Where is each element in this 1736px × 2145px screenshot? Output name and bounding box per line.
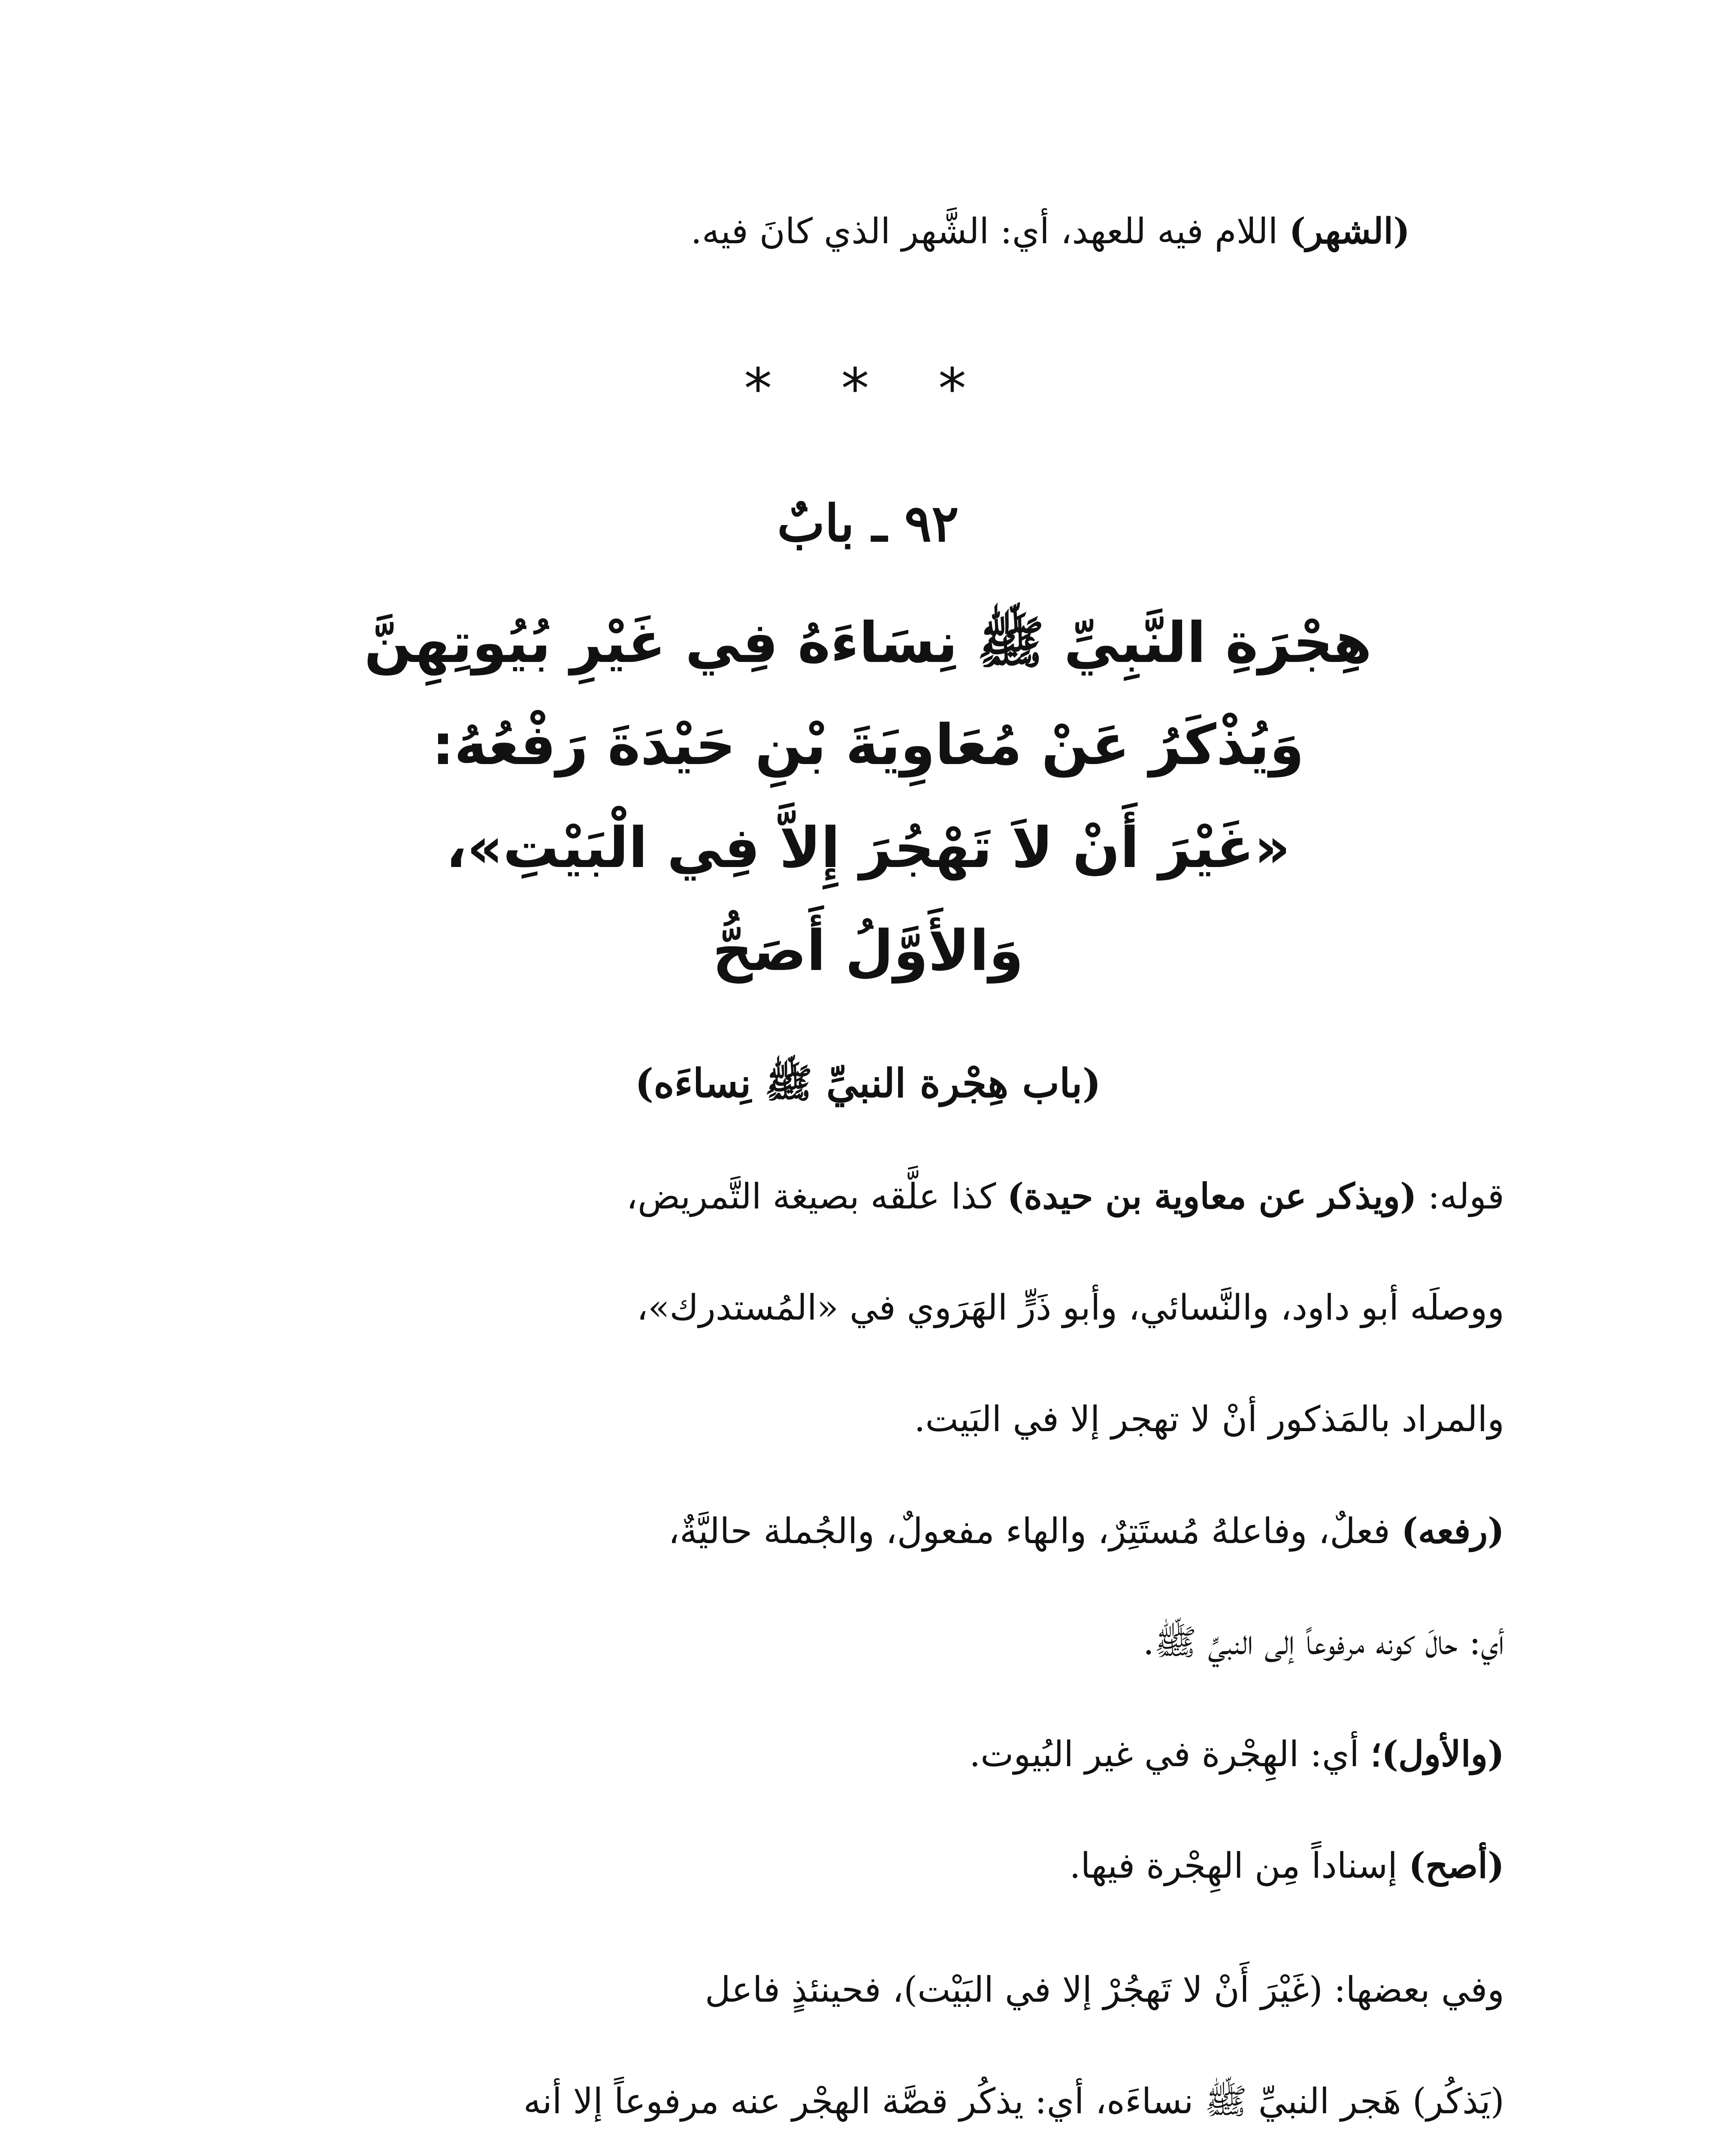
paragraph-1-line-1-text: قوله: [1416, 1176, 1504, 1217]
paragraph-1-line-3 [914, 1399, 1504, 1441]
top-line [691, 210, 1410, 253]
chapter-heading-line-4: وَالأَوَّلُ أَصَحُّ [712, 918, 1024, 983]
paragraph-3-line-1 [969, 1733, 1504, 1776]
chapter-heading-line-3: «غَيْرَ أَنْ لاَ تَهْجُرَ إِلاَّ فِي الْبَيْتِ»، [445, 815, 1291, 880]
paragraph-1-line-3-text: والمراد بالمَذكور أنْ لا تهجر إلا في البَيت. [914, 1399, 1504, 1440]
paragraph-4-line-1-lead: (أصح) [1409, 1845, 1504, 1886]
paragraph-2-line-2 [1143, 1622, 1504, 1664]
paragraph-1-line-1 [626, 1175, 1504, 1218]
paragraph-5-line-2 [523, 2081, 1504, 2123]
section-separator: * * * [744, 356, 992, 421]
chapter-heading-line-1: هِجْرَةِ النَّبِيِّ ﷺ نِسَاءَهُ فِي غَيْرِ بُيُوتِهِنَّ [364, 610, 1372, 675]
chapter-number: ٩٢ ـ بابٌ [777, 493, 959, 553]
paragraph-5-line-1-text: وفي بعضها: (غَيْرَ أَنْ لا تَهجُرْ إلا في البَيْت)، فحينئذٍ فاعل [705, 1970, 1504, 2010]
paragraph-1-line-2 [637, 1287, 1504, 1329]
paragraph-3-line-1-text: أي: الهِجْرة في غير البُيوت. [969, 1734, 1371, 1775]
paragraph-5-line-2-text: (يَذكُر) هَجر النبيِّ ﷺ نساءَه، أي: يذكُر قصَّة الهجْر عنه مرفوعاً إلا أنه [523, 2081, 1504, 2122]
paragraph-2-line-1-lead: (رفعه) [1401, 1511, 1504, 1552]
paragraph-1-line-1-rest: كذا علَّقه بصيغة التَّمريض، [626, 1176, 1007, 1217]
paragraph-2-line-1-text: فعلٌ، وفاعلهُ مُستَتِرٌ، والهاء مفعولٌ، والجُملة حاليَّةٌ، [668, 1511, 1402, 1552]
paragraph-5-line-1 [705, 1969, 1504, 2011]
paragraph-1-line-1-bold: (ويذكر عن معاوية بن حيدة) [1007, 1176, 1417, 1217]
chapter-heading-line-2: وَيُذْكَرُ عَنْ مُعَاوِيَةَ بْنِ حَيْدَةَ رَفْعُهُ: [432, 712, 1304, 777]
paragraph-4-line-1 [1069, 1845, 1504, 1887]
paragraph-2-line-2-text: أي: حالَ كونه مرفوعاً إلى النبيِّ ﷺ. [1143, 1622, 1504, 1663]
paragraph-2-line-1 [668, 1510, 1504, 1553]
section-subheading: (باب هِجْرة النبيِّ ﷺ نِساءَه) [635, 1060, 1101, 1106]
top-line-lead: (الشهر) [1289, 211, 1410, 252]
paragraph-4-line-1-text: إسناداً مِن الهِجْرة فيها. [1069, 1846, 1409, 1886]
top-line-text: اللام فيه للعهد، أي: الشَّهر الذي كانَ فيه. [690, 211, 1289, 252]
paragraph-1-line-2-text: ووصلَه أبو داود، والنَّسائي، وأبو ذَرٍّ الهَرَوي في «المُستدرك»، [636, 1287, 1504, 1328]
paragraph-3-line-1-lead: (والأول)؛ [1370, 1734, 1504, 1775]
